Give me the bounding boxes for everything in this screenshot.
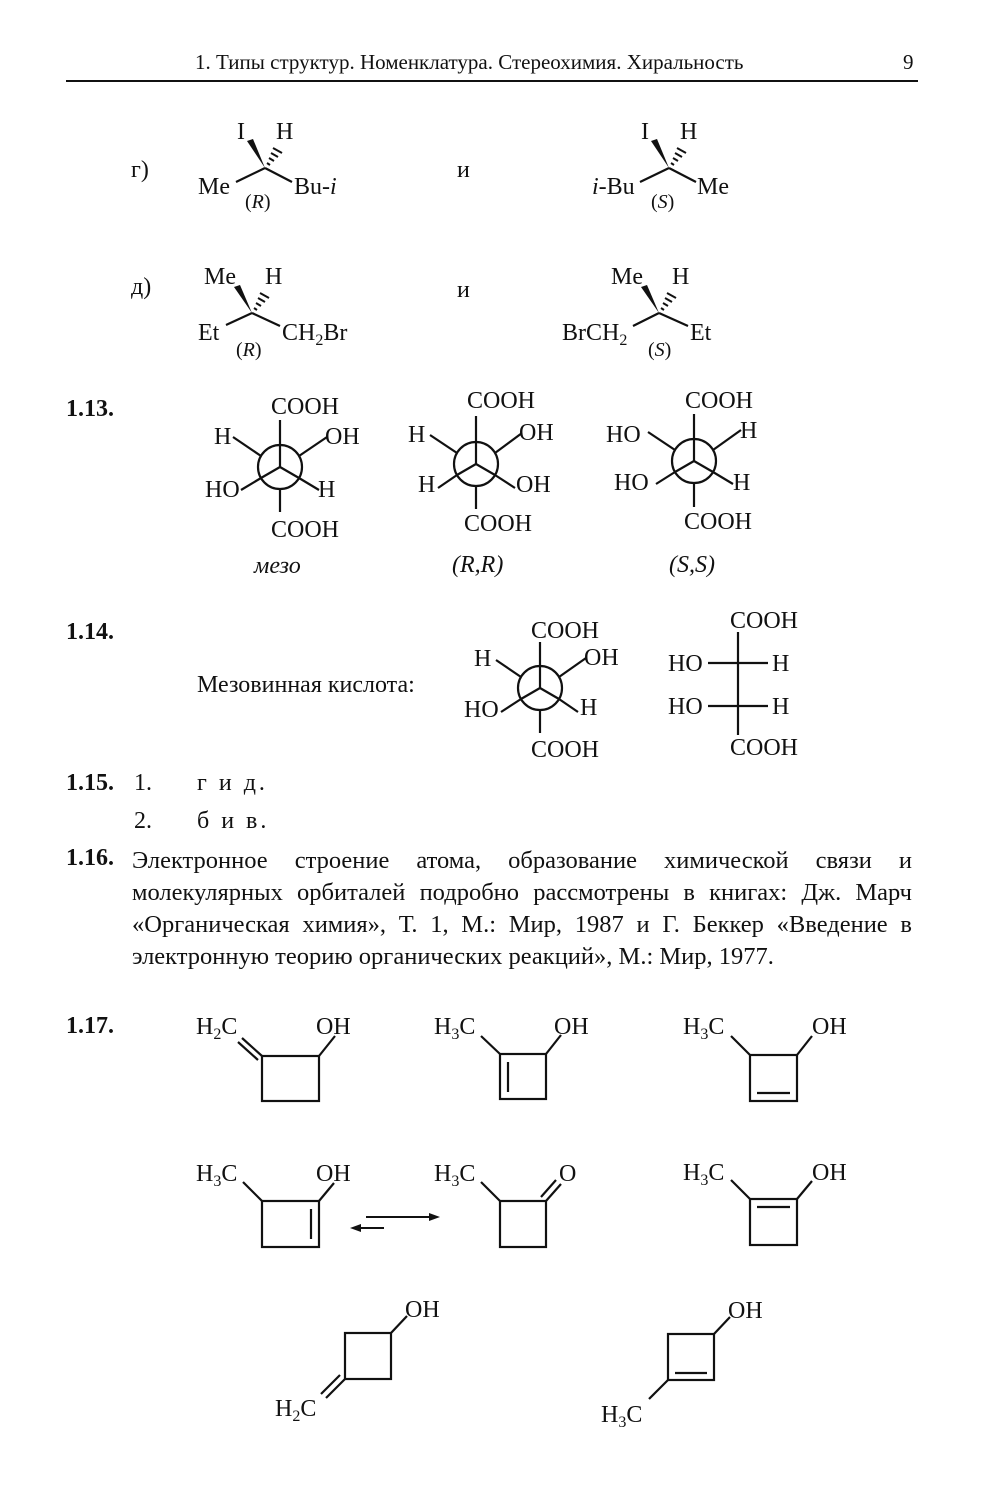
svg-text:OH: OH (316, 1161, 351, 1187)
subscript: 2 (315, 332, 324, 349)
svg-text:COOH: COOH (531, 618, 600, 644)
svg-text:CH2Br (282, 320, 347, 349)
cyclobutane-structure-7-labels (275, 1297, 440, 1425)
svg-text:COOH: COOH (685, 388, 754, 414)
atom-label: i (330, 174, 337, 200)
answer-2-text: б и в. (197, 808, 270, 834)
newman-tartaric-labels (464, 618, 619, 763)
svg-text:H3C: $H_3C$ (601, 1402, 643, 1431)
svg-text:BrCH2 (562, 320, 627, 349)
svg-text:OH: OH (325, 424, 360, 450)
svg-text:Bu-i (294, 174, 337, 200)
svg-text:H2C: $H_2C$ (275, 1396, 317, 1425)
newman-projection-meso-tartaric (496, 642, 586, 733)
cyclobutanone-structure-5 (481, 1180, 561, 1247)
svg-text:H: H (418, 472, 436, 498)
svg-text:COOH: COOH (730, 608, 799, 634)
problem-1-15-number: 1.15. (66, 770, 114, 796)
atom-label: Et (690, 320, 712, 346)
newman-projection-rr (430, 416, 522, 509)
atom-label: Br (323, 320, 348, 346)
svg-text:OH: OH (812, 1014, 847, 1040)
atom-label: -Bu (598, 174, 635, 200)
svg-text:OH: OH (812, 1160, 847, 1186)
svg-text:H: H (580, 695, 598, 721)
cyclobutene-structure-2-labels (434, 1014, 589, 1043)
svg-text:(R,R): (R,R) (452, 552, 504, 578)
svg-text:i-Bu (592, 174, 635, 200)
config-label: R (242, 339, 255, 361)
atom-label: H (672, 264, 690, 290)
newman-rr-labels (408, 388, 554, 578)
item-g-conjunction: и (457, 157, 470, 183)
config-label: S (657, 191, 668, 213)
cyclobutene-structure-6 (731, 1180, 812, 1245)
cyclobutane-structure-7 (321, 1316, 407, 1398)
svg-text:HO: HO (614, 470, 649, 496)
svg-text:HO: HO (205, 477, 240, 503)
svg-text:H2C: $H_2C$ (196, 1014, 238, 1043)
subscript: 2 (619, 332, 628, 349)
svg-text:H: H (772, 694, 790, 720)
newman-meso-labels (205, 394, 360, 579)
svg-text:OH: OH (316, 1014, 351, 1040)
atom-label: Bu- (294, 174, 330, 200)
svg-text:OH: OH (519, 420, 554, 446)
svg-text:COOH: COOH (684, 509, 753, 535)
answer-2-number: 2. (134, 808, 152, 834)
svg-text:OH: OH (516, 472, 551, 498)
running-header: 1. Типы структур. Номенклатура. Стереохимия. Хиральность (195, 50, 744, 74)
svg-text:COOH: COOH (531, 737, 600, 763)
cyclobutane-structure-1 (238, 1036, 335, 1101)
svg-text:OH: OH (554, 1014, 589, 1040)
page-number: 9 (903, 50, 914, 74)
atom-label: Et (198, 320, 220, 346)
svg-text:H: H (408, 422, 426, 448)
fischer-projection (668, 608, 798, 761)
item-g-label: г) (131, 157, 149, 183)
svg-text:H: H (740, 418, 758, 444)
newman-projection-meso (233, 420, 327, 512)
cyclobutene-structure-2 (481, 1035, 561, 1099)
svg-text:COOH: COOH (467, 388, 536, 414)
svg-text:(S): (S) (651, 191, 675, 213)
atom-label: CH (282, 320, 316, 346)
svg-text:H: H (318, 477, 336, 503)
svg-text:COOH: COOH (730, 735, 799, 761)
svg-text:(R): (R) (245, 191, 271, 213)
atom-label: i (592, 174, 599, 200)
structure-d-right (562, 264, 712, 361)
svg-text:OH: OH (584, 645, 619, 671)
cyclobutene-structure-3-labels (683, 1014, 847, 1043)
problem-1-16-number: 1.16. (66, 845, 114, 871)
svg-text:H3C: $H_3C$ (196, 1161, 238, 1190)
atom-label: BrCH (562, 320, 620, 346)
atom-label: I (237, 119, 245, 145)
answer-1-text: г и д. (197, 770, 268, 796)
svg-text:H: H (772, 651, 790, 677)
svg-text:(S): (S) (648, 339, 672, 361)
svg-text:COOH: COOH (271, 394, 340, 420)
svg-text:H3C: $H_3C$ (683, 1014, 725, 1043)
cyclobutene-structure-3 (731, 1036, 812, 1101)
svg-text:H3C: $H_3C$ (434, 1161, 476, 1190)
svg-text:OH: OH (405, 1297, 440, 1323)
wedge-bond (247, 139, 265, 168)
svg-text:HO: HO (464, 697, 499, 723)
svg-text:(R): (R) (236, 339, 262, 361)
svg-text:COOH: COOH (464, 511, 533, 537)
cyclobutene-enol-structure-4 (243, 1182, 334, 1247)
cyclobutanone-structure-5-labels (434, 1161, 576, 1190)
cyclobutene-enol-structure-4-labels (196, 1161, 351, 1190)
cyclobutane-structure-1-labels (196, 1014, 351, 1043)
svg-text:H3C: $H_3C$ (434, 1014, 476, 1043)
cyclobutene-structure-8 (649, 1317, 730, 1399)
item-d-conjunction: и (457, 277, 470, 303)
structure-g-left (198, 119, 337, 213)
meso-tartaric-label: Мезовинная кислота: (197, 672, 415, 698)
equilibrium-arrows (350, 1213, 440, 1232)
svg-text:O: O (559, 1161, 577, 1187)
svg-text:H3C: $H_3C$ (683, 1160, 725, 1189)
atom-label: H (265, 264, 283, 290)
svg-text:мезо: мезо (254, 553, 301, 579)
svg-text:OH: OH (728, 1298, 763, 1324)
newman-projection-ss (648, 414, 741, 507)
svg-text:H: H (733, 470, 751, 496)
svg-text:HO: HO (668, 694, 703, 720)
config-label: R (251, 191, 264, 213)
svg-text:HO: HO (606, 422, 641, 448)
problem-1-13-number: 1.13. (66, 396, 114, 422)
cyclobutene-structure-8-labels (601, 1298, 763, 1431)
item-d-label: д) (131, 274, 152, 300)
problem-1-16-text: Электронное строение атома, образование химической связи и молекулярных орбиталей подробно рассмотрены в книгах: Дж. Марч «Органическая химия», Т. 1, М.: Мир, 1987 и Г. Беккер «Введение в электронную теорию органических реакций», М.: Мир, 1977. (132, 847, 912, 970)
svg-text:H: H (214, 424, 232, 450)
svg-text:H: H (474, 646, 492, 672)
atom-label: Me (204, 264, 236, 290)
config-label: S (654, 339, 665, 361)
atom-label: Me (697, 174, 729, 200)
svg-text:COOH: COOH (271, 517, 340, 543)
problem-1-17-number: 1.17. (66, 1013, 114, 1039)
atom-label: I (641, 119, 649, 145)
structure-d-left (198, 264, 347, 361)
answer-1-number: 1. (134, 770, 152, 796)
newman-ss-labels (606, 388, 757, 578)
svg-text:HO: HO (668, 651, 703, 677)
svg-text:(S,S): (S,S) (669, 552, 715, 578)
atom-label: H (276, 119, 294, 145)
atom-label: Me (198, 174, 230, 200)
atom-label: H (680, 119, 698, 145)
atom-label: Me (611, 264, 643, 290)
problem-1-14-number: 1.14. (66, 619, 114, 645)
structure-g-right (592, 119, 729, 213)
cyclobutene-structure-6-labels (683, 1160, 847, 1189)
